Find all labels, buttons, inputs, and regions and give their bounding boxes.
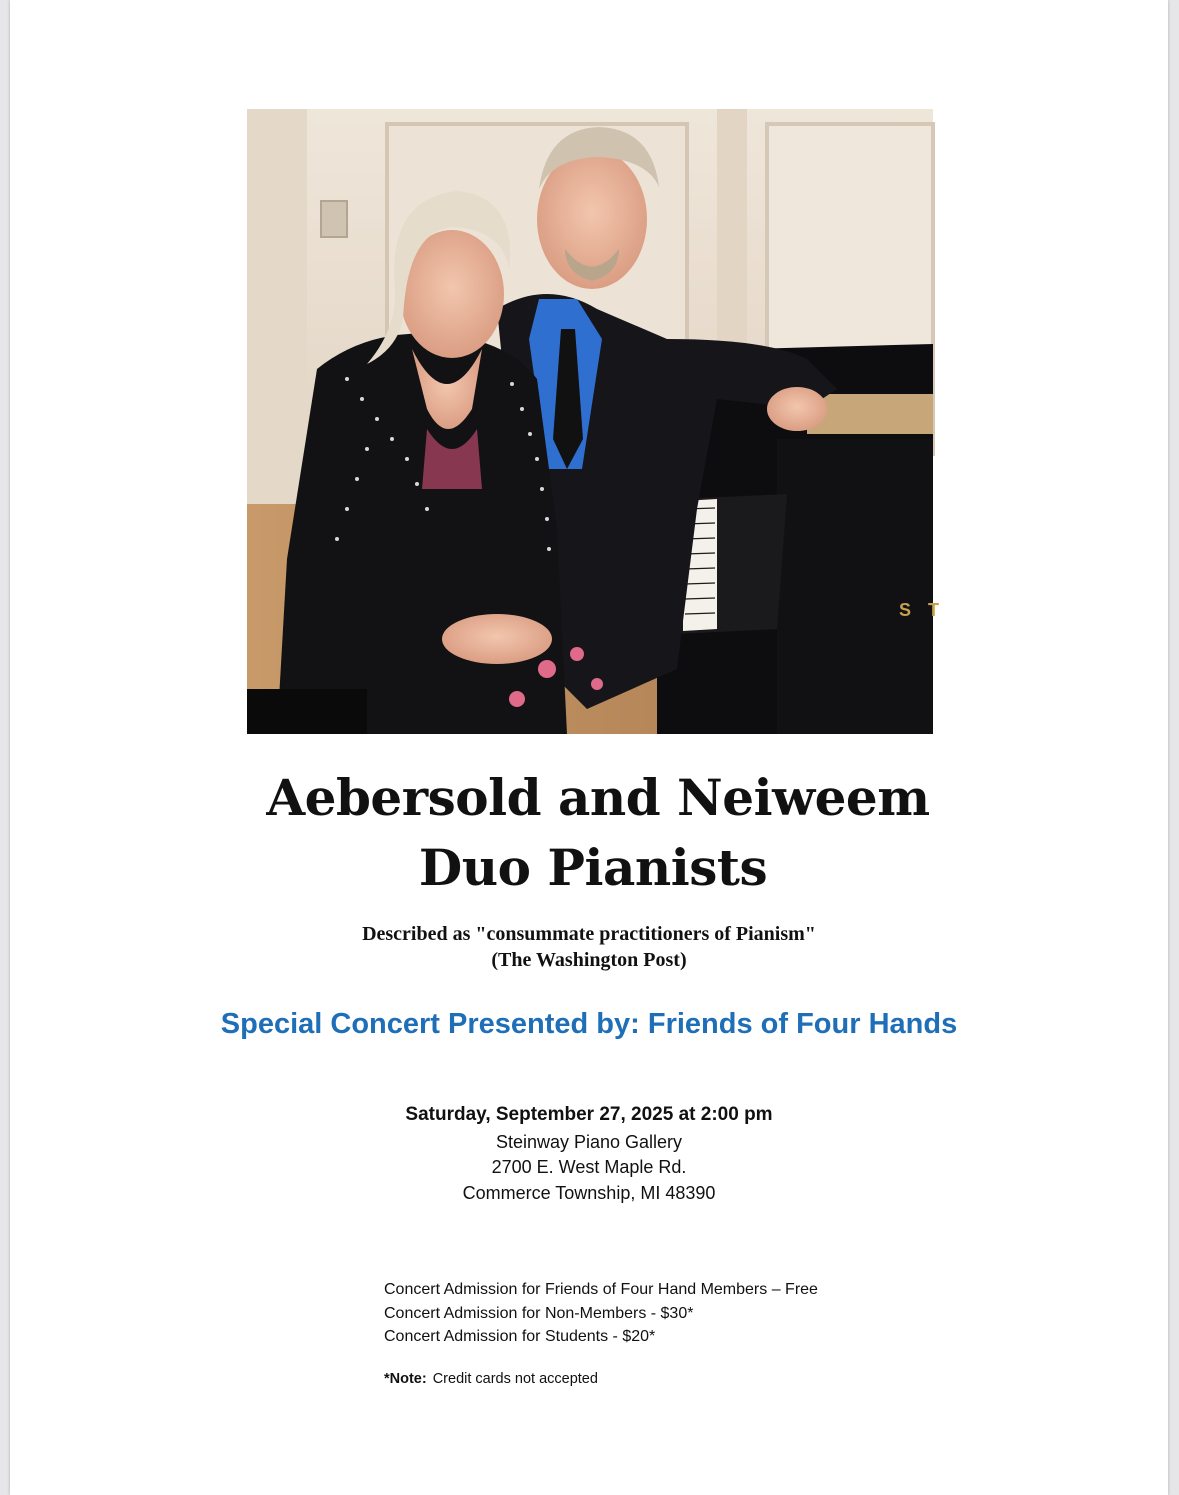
press-quote: Described as "consummate practitioners of Pianism" — [362, 923, 816, 945]
presenter-heading: Special Concert Presented by: Friends of Four Hands — [220, 1008, 958, 1040]
admission-non-members: Concert Admission for Non-Members - $30* — [384, 1304, 694, 1322]
payment-note — [384, 1371, 598, 1387]
duo-photo — [247, 109, 946, 734]
piano-brand-text: S T — [899, 600, 946, 620]
flyer-page — [10, 0, 1168, 1495]
event-street-address: 2700 E. West Maple Rd. — [491, 1157, 687, 1177]
title-line-1: Aebersold and Neiweem — [266, 768, 930, 827]
admission-students: Concert Admission for Students - $20* — [384, 1328, 656, 1345]
title-line-2: Duo Pianists — [418, 838, 768, 897]
event-venue: Steinway Piano Gallery — [495, 1132, 683, 1152]
duo-photo-illustration — [247, 109, 946, 734]
admission-members: Concert Admission for Friends of Four Hand Members – Free — [384, 1281, 818, 1298]
event-date-time: Saturday, September 27, 2025 at 2:00 pm — [405, 1104, 773, 1125]
press-quote-source: (The Washington Post) — [491, 949, 687, 971]
note-text: Credit cards not accepted — [432, 1371, 598, 1387]
admission-list — [384, 1278, 818, 1349]
note-label: *Note: — [384, 1371, 427, 1387]
event-city: Commerce Township, MI 48390 — [462, 1183, 716, 1203]
